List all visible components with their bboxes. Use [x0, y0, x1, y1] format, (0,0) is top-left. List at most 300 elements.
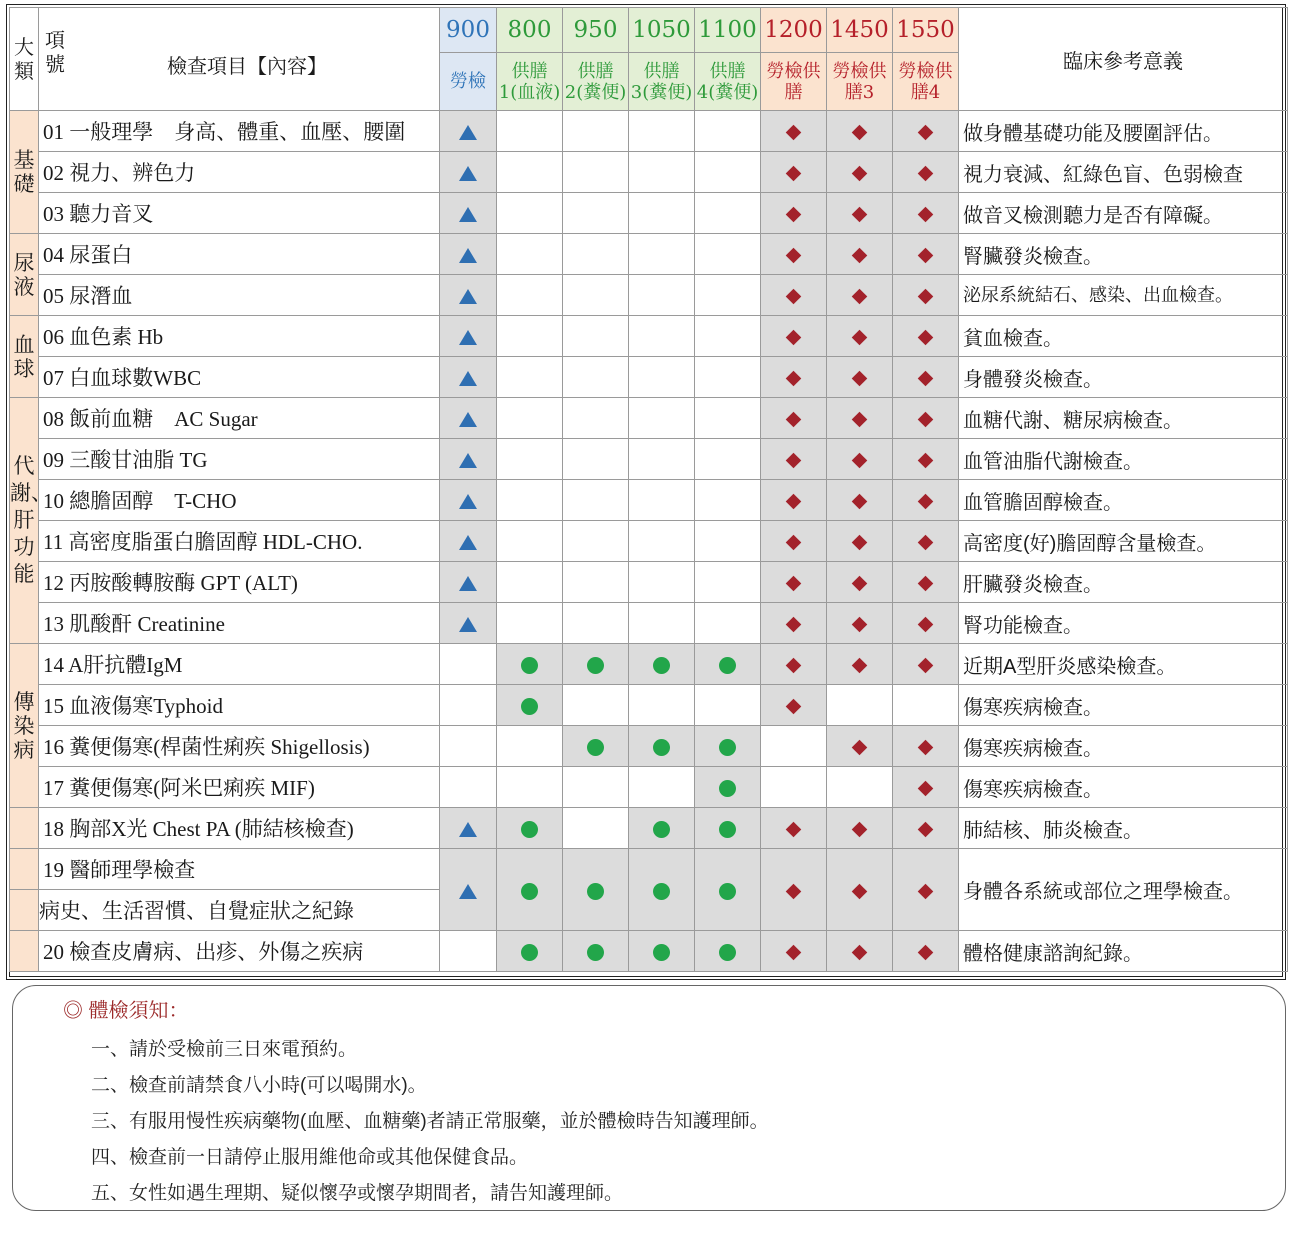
- mark-cell: [761, 152, 827, 193]
- mark-cell: [893, 439, 959, 480]
- red-diamond-icon: [852, 125, 868, 141]
- mark-cell: [761, 193, 827, 234]
- exam-subitem: 病史、生活習慣、自覺症狀之紀錄: [39, 890, 440, 931]
- mark-cell: [440, 439, 497, 480]
- blue-triangle-icon: [459, 166, 477, 181]
- mark-cell: [440, 726, 497, 767]
- mark-cell: [827, 685, 893, 726]
- mark-cell: [893, 275, 959, 316]
- mark-cell: [629, 849, 695, 931]
- blue-triangle-icon: [459, 617, 477, 632]
- red-diamond-icon: [852, 207, 868, 223]
- category-urine: 尿液: [10, 234, 39, 316]
- mark-cell: [497, 931, 563, 972]
- red-diamond-icon: [786, 371, 802, 387]
- mark-cell: [440, 767, 497, 808]
- blue-triangle-icon: [459, 535, 477, 550]
- exam-item: 01 一般理學 身高、體重、血壓、腰圍: [39, 111, 440, 152]
- mark-cell: [497, 480, 563, 521]
- green-circle-icon: [719, 883, 736, 900]
- mark-cell: [827, 193, 893, 234]
- table-row: [10, 603, 1288, 644]
- red-diamond-icon: [852, 740, 868, 756]
- category-infectious: 傳染病: [10, 644, 39, 808]
- mark-cell: [497, 275, 563, 316]
- category-metabolic: 代謝、肝功能: [10, 398, 39, 644]
- mark-cell: [761, 275, 827, 316]
- mark-cell: [827, 316, 893, 357]
- mark-cell: [761, 234, 827, 275]
- number-header: 項號: [45, 28, 65, 76]
- table-row: [10, 480, 1288, 521]
- blue-triangle-icon: [459, 453, 477, 468]
- mark-cell: [497, 562, 563, 603]
- mark-cell: [695, 767, 761, 808]
- red-diamond-icon: [852, 617, 868, 633]
- red-diamond-icon: [786, 166, 802, 182]
- mark-cell: [761, 316, 827, 357]
- mark-cell: [761, 398, 827, 439]
- clinical-note: 肝臟發炎檢查。: [959, 562, 1288, 603]
- table-row: [10, 316, 1288, 357]
- green-circle-icon: [521, 657, 538, 674]
- mark-cell: [440, 480, 497, 521]
- mark-cell: [827, 275, 893, 316]
- plan-name-meal3: 供膳3(糞便): [629, 53, 695, 111]
- red-diamond-icon: [852, 658, 868, 674]
- mark-cell: [761, 357, 827, 398]
- mark-cell: [563, 726, 629, 767]
- mark-cell: [761, 480, 827, 521]
- clinical-note: 傷寒疾病檢查。: [959, 685, 1288, 726]
- green-circle-icon: [653, 821, 670, 838]
- red-diamond-icon: [918, 617, 934, 633]
- blue-triangle-icon: [459, 207, 477, 222]
- mark-cell: [827, 398, 893, 439]
- exam-table: [9, 7, 1288, 972]
- mark-cell: [695, 398, 761, 439]
- red-diamond-icon: [918, 883, 934, 899]
- clinical-note: 腎功能檢查。: [959, 603, 1288, 644]
- mark-cell: [497, 316, 563, 357]
- plan-name-labor-meal: 勞檢供膳: [761, 53, 827, 111]
- price-1200: 1200: [761, 8, 827, 53]
- item-title-header: 檢查項目【內容】: [167, 56, 327, 78]
- mark-cell: [440, 685, 497, 726]
- mark-cell: [893, 234, 959, 275]
- mark-cell: [893, 849, 959, 931]
- mark-cell: [563, 193, 629, 234]
- clinical-note: 肺結核、肺炎檢查。: [959, 808, 1288, 849]
- red-diamond-icon: [852, 371, 868, 387]
- mark-cell: [563, 644, 629, 685]
- exam-item: 15 血液傷寒Typhoid: [39, 685, 440, 726]
- mark-cell: [761, 521, 827, 562]
- mark-cell: [695, 193, 761, 234]
- mark-cell: [761, 111, 827, 152]
- category-empty: [10, 849, 39, 890]
- clinical-note: 視力衰減、紅綠色盲、色弱檢查: [959, 152, 1288, 193]
- green-circle-icon: [587, 944, 604, 961]
- mark-cell: [497, 439, 563, 480]
- red-diamond-icon: [852, 330, 868, 346]
- plan-name-meal4: 供膳4(糞便): [695, 53, 761, 111]
- mark-cell: [440, 562, 497, 603]
- green-circle-icon: [719, 657, 736, 674]
- mark-cell: [695, 726, 761, 767]
- red-diamond-icon: [918, 412, 934, 428]
- price-1100: 1100: [695, 8, 761, 53]
- mark-cell: [761, 726, 827, 767]
- category-header: 大類: [10, 8, 39, 111]
- table-row: [10, 193, 1288, 234]
- green-circle-icon: [653, 657, 670, 674]
- notice-title: ◎ 體檢須知：: [63, 1000, 189, 1022]
- plan-name-labor-meal3: 勞檢供膳3: [827, 53, 893, 111]
- exam-item: 12 丙胺酸轉胺酶 GPT (ALT): [39, 562, 440, 603]
- mark-cell: [761, 849, 827, 931]
- mark-cell: [893, 767, 959, 808]
- red-diamond-icon: [786, 453, 802, 469]
- mark-cell: [440, 603, 497, 644]
- mark-cell: [440, 808, 497, 849]
- green-circle-icon: [521, 698, 538, 715]
- red-diamond-icon: [852, 453, 868, 469]
- red-diamond-icon: [852, 248, 868, 264]
- blue-triangle-icon: [459, 125, 477, 140]
- mark-cell: [629, 398, 695, 439]
- plan-name-meal2: 供膳2(糞便): [563, 53, 629, 111]
- red-diamond-icon: [918, 453, 934, 469]
- table-row: [10, 726, 1288, 767]
- mark-cell: [629, 439, 695, 480]
- mark-cell: [893, 398, 959, 439]
- plan-name-labor-meal4: 勞檢供膳4: [893, 53, 959, 111]
- mark-cell: [440, 234, 497, 275]
- red-diamond-icon: [918, 535, 934, 551]
- exam-item: 04 尿蛋白: [39, 234, 440, 275]
- table-row: [10, 849, 1288, 890]
- mark-cell: [695, 234, 761, 275]
- table-row: [10, 111, 1288, 152]
- blue-triangle-icon: [459, 330, 477, 345]
- blue-triangle-icon: [459, 412, 477, 427]
- blue-triangle-icon: [459, 494, 477, 509]
- table-row: [10, 398, 1288, 439]
- red-diamond-icon: [918, 289, 934, 305]
- clinical-note: 做身體基礎功能及腰圍評估。: [959, 111, 1288, 152]
- mark-cell: [893, 685, 959, 726]
- clinical-note: 血糖代謝、糖尿病檢查。: [959, 398, 1288, 439]
- mark-cell: [497, 685, 563, 726]
- mark-cell: [629, 234, 695, 275]
- blue-triangle-icon: [459, 884, 477, 899]
- mark-cell: [695, 603, 761, 644]
- red-diamond-icon: [852, 883, 868, 899]
- red-diamond-icon: [918, 248, 934, 264]
- mark-cell: [827, 521, 893, 562]
- category-empty: [10, 890, 39, 931]
- mark-cell: [629, 562, 695, 603]
- exam-item: 10 總膽固醇 T-CHO: [39, 480, 440, 521]
- mark-cell: [827, 931, 893, 972]
- clinical-note: 高密度(好)膽固醇含量檢查。: [959, 521, 1288, 562]
- mark-cell: [827, 357, 893, 398]
- mark-cell: [695, 275, 761, 316]
- clinical-note: 血管膽固醇檢查。: [959, 480, 1288, 521]
- red-diamond-icon: [918, 576, 934, 592]
- red-diamond-icon: [852, 166, 868, 182]
- notice-line: 一、請於受檢前三日來電預約。: [91, 1039, 358, 1060]
- mark-cell: [440, 521, 497, 562]
- mark-cell: [827, 562, 893, 603]
- mark-cell: [893, 152, 959, 193]
- mark-cell: [893, 111, 959, 152]
- mark-cell: [827, 808, 893, 849]
- mark-cell: [629, 275, 695, 316]
- mark-cell: [497, 726, 563, 767]
- mark-cell: [695, 480, 761, 521]
- mark-cell: [893, 644, 959, 685]
- mark-cell: [497, 808, 563, 849]
- mark-cell: [563, 685, 629, 726]
- mark-cell: [629, 685, 695, 726]
- red-diamond-icon: [786, 617, 802, 633]
- mark-cell: [497, 357, 563, 398]
- category-empty: [10, 808, 39, 849]
- mark-cell: [827, 849, 893, 931]
- mark-cell: [893, 562, 959, 603]
- mark-cell: [827, 480, 893, 521]
- mark-cell: [563, 152, 629, 193]
- mark-cell: [893, 726, 959, 767]
- mark-cell: [761, 767, 827, 808]
- mark-cell: [629, 521, 695, 562]
- red-diamond-icon: [918, 330, 934, 346]
- mark-cell: [629, 603, 695, 644]
- mark-cell: [563, 439, 629, 480]
- mark-cell: [893, 357, 959, 398]
- mark-cell: [440, 316, 497, 357]
- category-empty: [10, 931, 39, 972]
- mark-cell: [761, 603, 827, 644]
- red-diamond-icon: [918, 494, 934, 510]
- red-diamond-icon: [786, 248, 802, 264]
- mark-cell: [761, 644, 827, 685]
- clinical-note: 傷寒疾病檢查。: [959, 767, 1288, 808]
- mark-cell: [695, 111, 761, 152]
- mark-cell: [497, 193, 563, 234]
- mark-cell: [563, 767, 629, 808]
- green-circle-icon: [587, 739, 604, 756]
- mark-cell: [761, 685, 827, 726]
- price-900: 900: [440, 8, 497, 53]
- blue-triangle-icon: [459, 289, 477, 304]
- red-diamond-icon: [852, 494, 868, 510]
- red-diamond-icon: [786, 576, 802, 592]
- mark-cell: [563, 808, 629, 849]
- mark-cell: [629, 316, 695, 357]
- mark-cell: [695, 316, 761, 357]
- mark-cell: [893, 316, 959, 357]
- exam-item: 03 聽力音叉: [39, 193, 440, 234]
- mark-cell: [563, 480, 629, 521]
- mark-cell: [761, 439, 827, 480]
- red-diamond-icon: [918, 945, 934, 961]
- table-row: [10, 931, 1288, 972]
- red-diamond-icon: [918, 781, 934, 797]
- clinical-note: 身體各系統或部位之理學檢查。: [959, 849, 1288, 931]
- red-diamond-icon: [786, 330, 802, 346]
- red-diamond-icon: [786, 125, 802, 141]
- table-row: [10, 234, 1288, 275]
- mark-cell: [440, 152, 497, 193]
- red-diamond-icon: [852, 576, 868, 592]
- mark-cell: [497, 152, 563, 193]
- table-row: [10, 644, 1288, 685]
- mark-cell: [629, 152, 695, 193]
- clinical-header: 臨床參考意義: [959, 8, 1288, 111]
- notice-line: 二、檢查前請禁食八小時(可以喝開水)。: [91, 1075, 427, 1096]
- mark-cell: [629, 644, 695, 685]
- mark-cell: [440, 357, 497, 398]
- plan-name-meal1: 供膳1(血液): [497, 53, 563, 111]
- mark-cell: [440, 193, 497, 234]
- category-basic: 基礎: [10, 111, 39, 234]
- mark-cell: [893, 603, 959, 644]
- mark-cell: [563, 234, 629, 275]
- green-circle-icon: [521, 944, 538, 961]
- mark-cell: [893, 193, 959, 234]
- green-circle-icon: [719, 944, 736, 961]
- green-circle-icon: [587, 883, 604, 900]
- red-diamond-icon: [786, 822, 802, 838]
- mark-cell: [497, 603, 563, 644]
- red-diamond-icon: [918, 822, 934, 838]
- mark-cell: [497, 111, 563, 152]
- red-diamond-icon: [786, 945, 802, 961]
- mark-cell: [629, 767, 695, 808]
- price-1050: 1050: [629, 8, 695, 53]
- mark-cell: [629, 193, 695, 234]
- mark-cell: [497, 521, 563, 562]
- item-header: [39, 8, 440, 111]
- exam-item: 11 高密度脂蛋白膽固醇 HDL-CHO.: [39, 521, 440, 562]
- green-circle-icon: [653, 883, 670, 900]
- price-800: 800: [497, 8, 563, 53]
- mark-cell: [497, 767, 563, 808]
- mark-cell: [893, 480, 959, 521]
- mark-cell: [695, 685, 761, 726]
- mark-cell: [827, 152, 893, 193]
- mark-cell: [563, 562, 629, 603]
- mark-cell: [893, 808, 959, 849]
- clinical-note: 做音叉檢測聽力是否有障礙。: [959, 193, 1288, 234]
- mark-cell: [827, 439, 893, 480]
- mark-cell: [497, 849, 563, 931]
- green-circle-icon: [587, 657, 604, 674]
- table-row: [10, 357, 1288, 398]
- green-circle-icon: [653, 944, 670, 961]
- price-1450: 1450: [827, 8, 893, 53]
- mark-cell: [629, 111, 695, 152]
- red-diamond-icon: [852, 822, 868, 838]
- price-950: 950: [563, 8, 629, 53]
- clinical-note: 傷寒疾病檢查。: [959, 726, 1288, 767]
- red-diamond-icon: [918, 658, 934, 674]
- mark-cell: [497, 234, 563, 275]
- mark-cell: [827, 111, 893, 152]
- red-diamond-icon: [918, 166, 934, 182]
- mark-cell: [761, 808, 827, 849]
- red-diamond-icon: [852, 945, 868, 961]
- blue-triangle-icon: [459, 248, 477, 263]
- exam-item: 07 白血球數WBC: [39, 357, 440, 398]
- mark-cell: [440, 398, 497, 439]
- red-diamond-icon: [918, 371, 934, 387]
- mark-cell: [497, 398, 563, 439]
- mark-cell: [695, 808, 761, 849]
- exam-item: 09 三酸甘油脂 TG: [39, 439, 440, 480]
- mark-cell: [497, 644, 563, 685]
- green-circle-icon: [521, 821, 538, 838]
- mark-cell: [761, 931, 827, 972]
- category-blood: 血球: [10, 316, 39, 398]
- plan-name-labor: 勞檢: [440, 53, 497, 111]
- exam-item: 19 醫師理學檢查: [39, 849, 440, 890]
- mark-cell: [695, 562, 761, 603]
- mark-cell: [563, 275, 629, 316]
- mark-cell: [440, 849, 497, 931]
- mark-cell: [629, 480, 695, 521]
- blue-triangle-icon: [459, 822, 477, 837]
- mark-cell: [695, 931, 761, 972]
- exam-item: 06 血色素 Hb: [39, 316, 440, 357]
- mark-cell: [827, 726, 893, 767]
- red-diamond-icon: [852, 289, 868, 305]
- mark-cell: [629, 808, 695, 849]
- clinical-note: 身體發炎檢查。: [959, 357, 1288, 398]
- mark-cell: [827, 644, 893, 685]
- mark-cell: [563, 398, 629, 439]
- table-row: [10, 808, 1288, 849]
- mark-cell: [893, 931, 959, 972]
- mark-cell: [440, 644, 497, 685]
- blue-triangle-icon: [459, 576, 477, 591]
- table-row: [10, 562, 1288, 603]
- red-diamond-icon: [786, 494, 802, 510]
- red-diamond-icon: [852, 535, 868, 551]
- mark-cell: [695, 644, 761, 685]
- clinical-note: 體格健康諮詢紀錄。: [959, 931, 1288, 972]
- table-row: [10, 685, 1288, 726]
- clinical-note: 貧血檢查。: [959, 316, 1288, 357]
- table-row: [10, 521, 1288, 562]
- clinical-note: 近期A型肝炎感染檢查。: [959, 644, 1288, 685]
- red-diamond-icon: [786, 535, 802, 551]
- exam-item: 05 尿潛血: [39, 275, 440, 316]
- exam-item: 20 檢查皮膚病、出疹、外傷之疾病: [39, 931, 440, 972]
- exam-item: 16 糞便傷寒(桿菌性痢疾 Shigellosis): [39, 726, 440, 767]
- notice-line: 三、有服用慢性疾病藥物(血壓、血糖藥)者請正常服藥，並於體檢時告知護理師。: [91, 1111, 769, 1132]
- exam-item: 18 胸部X光 Chest PA (肺結核檢查): [39, 808, 440, 849]
- exam-item: 14 A肝抗體IgM: [39, 644, 440, 685]
- red-diamond-icon: [786, 699, 802, 715]
- notice-line: 四、檢查前一日請停止服用維他命或其他保健食品。: [91, 1147, 529, 1168]
- red-diamond-icon: [786, 412, 802, 428]
- notice-box: [12, 985, 1286, 1211]
- mark-cell: [695, 521, 761, 562]
